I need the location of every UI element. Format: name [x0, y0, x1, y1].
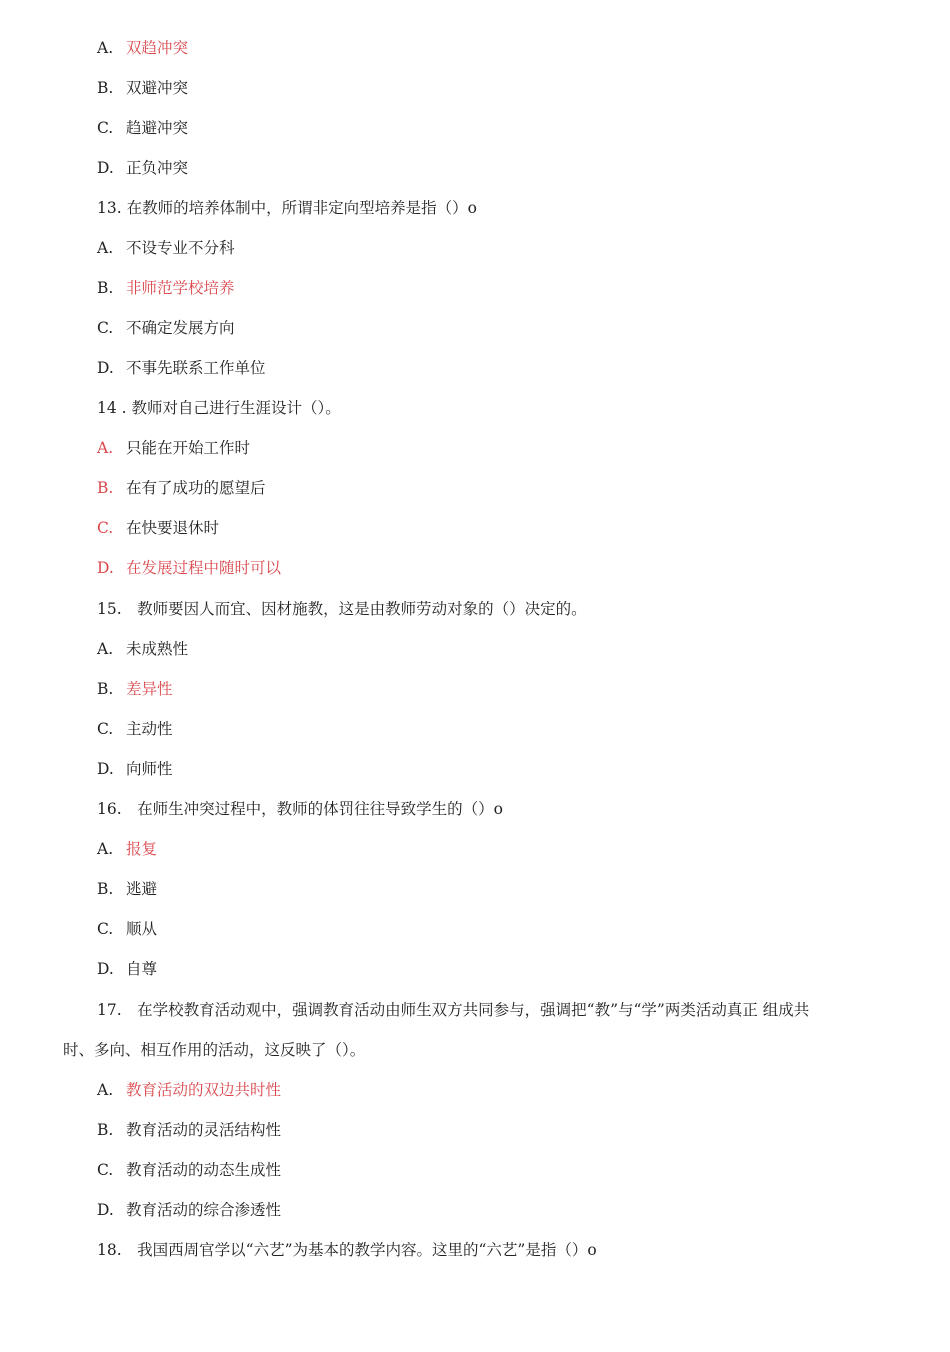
option-letter: A.: [97, 840, 114, 858]
option-text: 在有了成功的愿望后: [126, 479, 266, 497]
option-text: 顺从: [126, 920, 158, 938]
option-letter: C.: [97, 720, 114, 738]
option-letter: C.: [97, 319, 114, 337]
option-text: 自尊: [126, 960, 158, 978]
q13-option-d: [97, 358, 266, 378]
option-text: 不事先联系工作单位: [126, 359, 266, 377]
option-text-answer: 双趋冲突: [126, 39, 189, 57]
q18-stem: 18. 我国西周官学以“六艺”为基本的教学内容。这里的“六艺”是指（）o: [97, 1241, 597, 1259]
option-letter: A.: [97, 239, 114, 257]
option-letter: B.: [97, 880, 114, 898]
option-text: 教育活动的动态生成性: [126, 1161, 282, 1179]
option-letter: C.: [97, 1161, 114, 1179]
option-letter: B.: [97, 680, 114, 698]
q15-option-c: [97, 719, 173, 739]
option-text: 未成熟性: [126, 640, 189, 658]
q14-option-d: [97, 558, 281, 578]
option-letter-answer: A.: [97, 439, 114, 457]
option-text: 不确定发展方向: [126, 319, 235, 337]
option-text: 双避冲突: [126, 79, 189, 97]
q12-option-b: [97, 78, 188, 98]
q12-option-d: [97, 158, 188, 178]
option-text: 只能在开始工作时: [126, 439, 251, 457]
option-letter: B.: [97, 1121, 114, 1139]
option-text: 不设专业不分科: [126, 239, 235, 257]
option-text: 主动性: [126, 720, 173, 738]
q15-option-b: [97, 679, 173, 699]
option-letter: B.: [97, 79, 114, 97]
option-text-answer: 教育活动的双边共时性: [126, 1081, 282, 1099]
option-letter-answer: D.: [97, 559, 114, 577]
option-text-answer: 报复: [126, 840, 158, 858]
option-letter: A.: [97, 1081, 114, 1099]
option-text-answer: 非师范学校培养: [126, 279, 235, 297]
option-text: 正负冲突: [126, 159, 189, 177]
option-letter: D.: [97, 159, 114, 177]
q16-option-b: [97, 879, 157, 899]
option-text: 在快要退休时: [126, 519, 220, 537]
q15-option-d: [97, 759, 173, 779]
q17-option-a: [97, 1080, 281, 1100]
option-letter: D.: [97, 1201, 114, 1219]
q17-option-b: [97, 1120, 281, 1140]
q14-option-b: [97, 478, 266, 498]
option-letter-answer: C.: [97, 519, 114, 537]
option-text: 向师性: [126, 760, 173, 778]
option-text: 逃避: [126, 880, 158, 898]
q14-stem: 14 . 教师对自己进行生涯设计（）。: [97, 399, 341, 417]
option-text-answer: 在发展过程中随时可以: [126, 559, 282, 577]
option-letter: B.: [97, 279, 114, 297]
option-text: 趋避冲突: [126, 119, 189, 137]
q12-option-c: [97, 118, 188, 138]
option-text-answer: 差异性: [126, 680, 173, 698]
q16-option-c: [97, 919, 157, 939]
q14-option-a: [97, 438, 250, 458]
option-letter: D.: [97, 760, 114, 778]
q14-option-c: [97, 518, 219, 538]
option-letter: C.: [97, 119, 114, 137]
q16-option-a: [97, 839, 157, 859]
option-letter: C.: [97, 920, 114, 938]
q13-option-b: [97, 278, 235, 298]
q15-stem: 15. 教师要因人而宜、因材施教，这是由教师劳动对象的（）决定的。: [97, 600, 587, 618]
option-letter: A.: [97, 39, 114, 57]
q17-stem-line2: 时、多向、相互作用的活动，这反映了（）。: [63, 1041, 366, 1059]
q17-option-d: [97, 1200, 281, 1220]
option-letter-answer: B.: [97, 479, 114, 497]
q15-option-a: [97, 639, 188, 659]
q16-stem: 16. 在师生冲突过程中，教师的体罚往往导致学生的（）o: [97, 800, 503, 818]
option-letter: A.: [97, 640, 114, 658]
q13-option-a: [97, 238, 235, 258]
q13-option-c: [97, 318, 235, 338]
q16-option-d: [97, 959, 157, 979]
option-letter: D.: [97, 359, 114, 377]
q17-option-c: [97, 1160, 281, 1180]
q13-stem: 13. 在教师的培养体制中，所谓非定向型培养是指（）o: [97, 199, 477, 217]
option-text: 教育活动的综合渗透性: [126, 1201, 282, 1219]
q17-stem-line1: 17. 在学校教育活动观中，强调教育活动由师生双方共同参与，强调把“教”与“学”两类活动真正 组成共: [97, 1001, 810, 1019]
option-letter: D.: [97, 960, 114, 978]
option-text: 教育活动的灵活结构性: [126, 1121, 282, 1139]
q12-option-a: [97, 38, 188, 58]
